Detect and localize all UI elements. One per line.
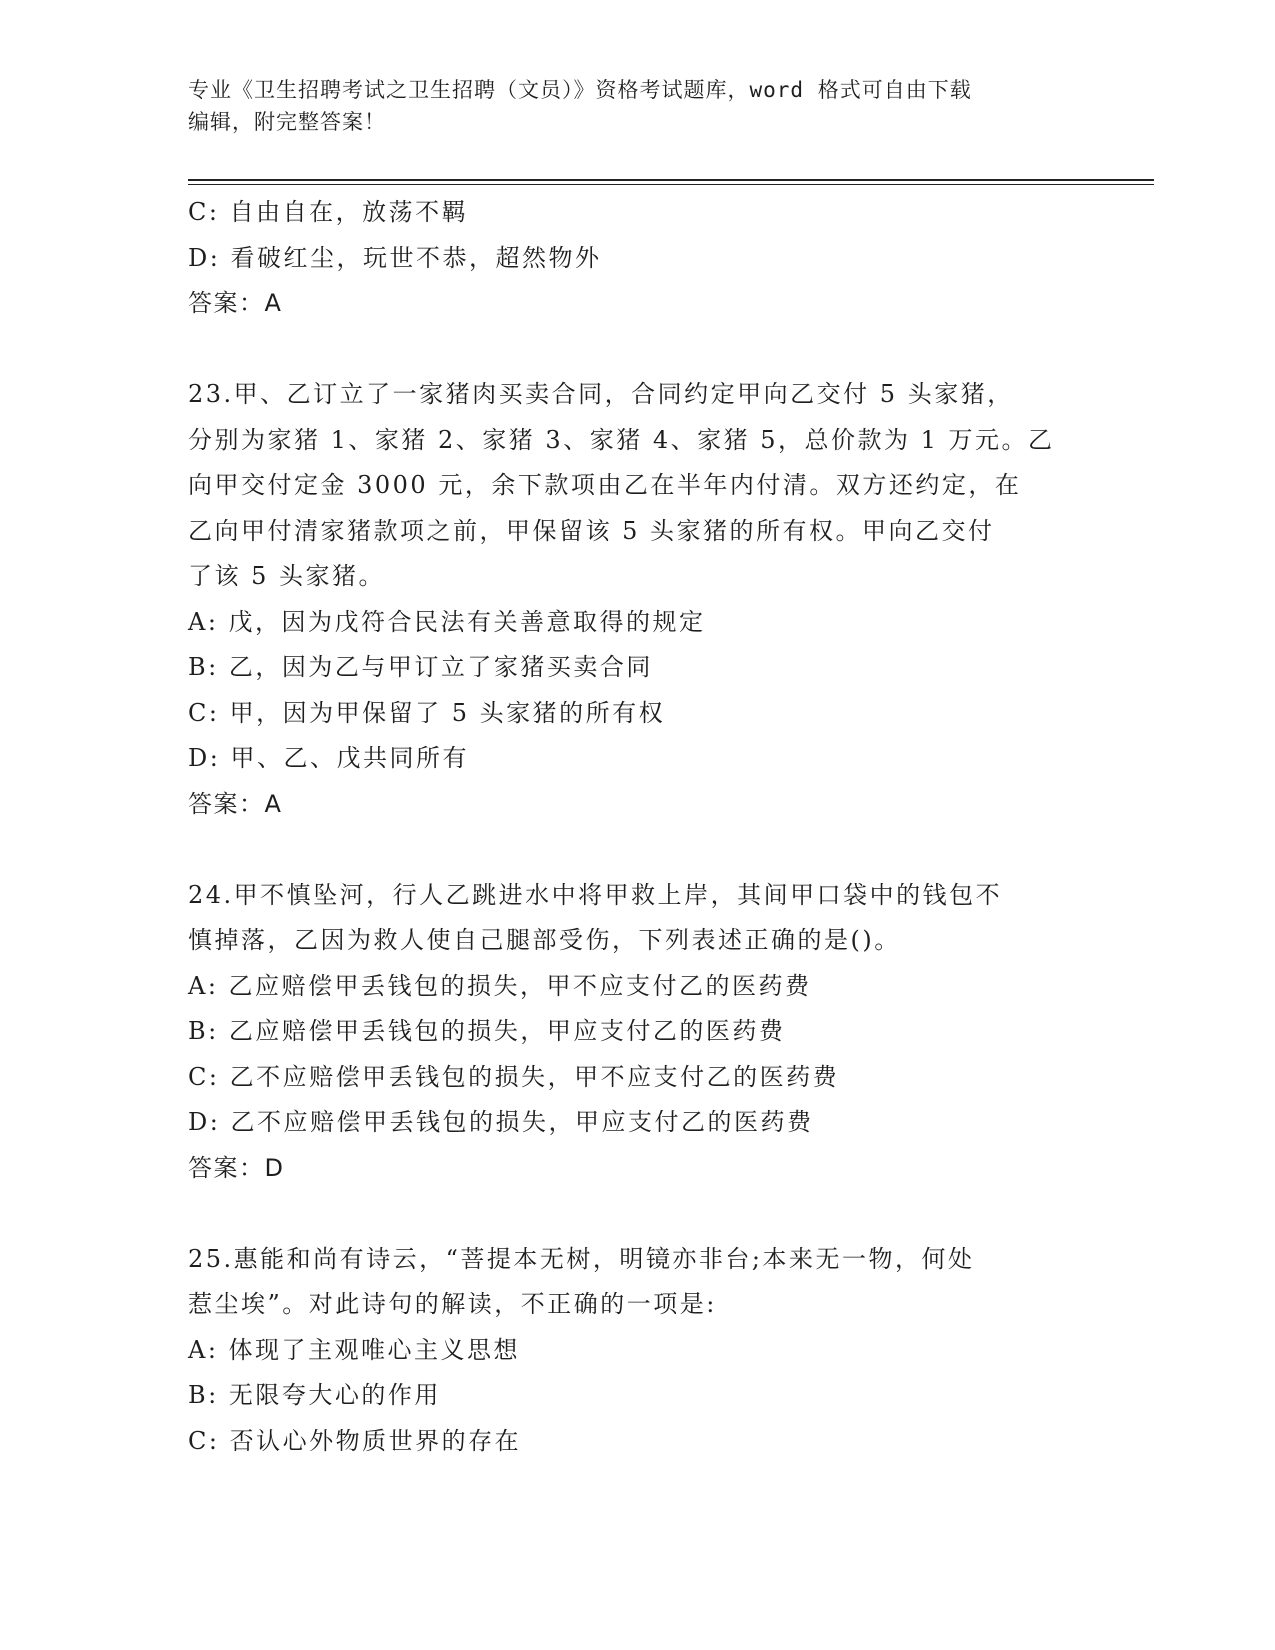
spacer [188,827,1088,873]
question-23-option-d: D: 甲、乙、戊共同所有 [188,744,469,772]
question-23-text-3: 向甲交付定金 3000 元，余下款项由乙在半年内付清。双方还约定，在 [188,471,1022,499]
question-25-option-b: B: 无限夸大心的作用 [188,1381,441,1409]
question-25-text-2: 惹尘埃”。对此诗句的解读，不正确的一项是: [188,1290,717,1318]
question-23-option-b: B: 乙，因为乙与甲订立了家猪买卖合同 [188,653,653,681]
question-23-text-1: 23.甲、乙订立了一家猪肉买卖合同，合同约定甲向乙交付 5 头家猪， [188,380,1014,408]
question-24-option-a: A: 乙应赔偿甲丢钱包的损失，甲不应支付乙的医药费 [188,971,812,1000]
question-23-option-c: C: 甲，因为甲保留了 5 头家猪的所有权 [188,698,666,727]
question-24-text-1: 24.甲不慎坠河，行人乙跳进水中将甲救上岸，其间甲口袋中的钱包不 [188,880,1003,909]
header-divider [188,179,1154,185]
question-23-text-2: 分别为家猪 1、家猪 2、家猪 3、家猪 4、家猪 5，总价款为 1 万元。乙 [188,425,1055,454]
question-23-option-a: A: 戊，因为戊符合民法有关善意取得的规定 [188,607,706,636]
question-24-option-d: D: 乙不应赔偿甲丢钱包的损失，甲应支付乙的医药费 [188,1108,814,1136]
question-24-answer: 答案：D [188,1153,285,1182]
question-24-text-2: 慎掉落，乙因为救人使自己腿部受伤，下列表述正确的是()。 [188,926,901,954]
question-24-option-c: C: 乙不应赔偿甲丢钱包的损失，甲不应支付乙的医药费 [188,1062,840,1091]
question-23-answer: 答案：A [188,789,283,818]
question-25-option-a: A: 体现了主观唯心主义思想 [188,1335,521,1364]
question-list [188,190,1088,1464]
question-23-text-4: 乙向甲付清家猪款项之前，甲保留该 5 头家猪的所有权。甲向乙交付 [188,516,995,545]
document-header [188,74,1088,138]
header-line-1: 专业《卫生招聘考试之卫生招聘（文员）》资格考试题库，word 格式可自由下载 [188,78,972,102]
option-c: C: 自由自在，放荡不羁 [188,198,469,226]
spacer [188,327,1088,373]
spacer [188,1191,1088,1237]
question-25-option-c: C: 否认心外物质世界的存在 [188,1426,522,1455]
header-line-2: 编辑，附完整答案！ [188,110,386,134]
question-23-text-5: 了该 5 头家猪。 [188,562,386,590]
option-d: D: 看破红尘，玩世不恭，超然物外 [188,243,602,272]
question-25-text-1: 25.惠能和尚有诗云，“菩提本无树，明镜亦非台;本来无一物，何处 [188,1244,975,1273]
answer: 答案：A [188,289,283,317]
question-24-option-b: B: 乙应赔偿甲丢钱包的损失，甲应支付乙的医药费 [188,1017,786,1045]
